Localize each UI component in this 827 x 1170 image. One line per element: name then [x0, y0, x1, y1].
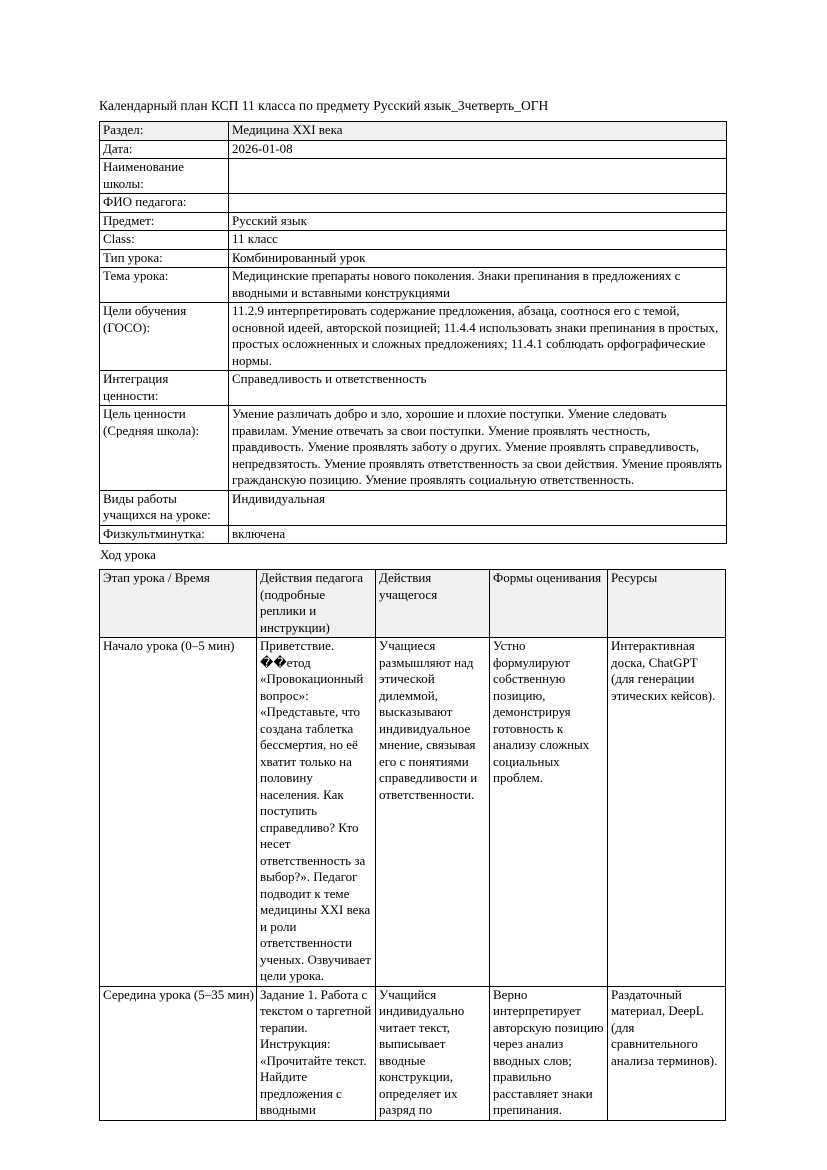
assessment-cell: Верно интерпретирует авторскую позицию через анализ вводных слов; правильно расставляет знаки препинания. [490, 986, 608, 1120]
info-value: Справедливость и ответственность [229, 371, 727, 406]
section-heading: Ход урока [100, 547, 156, 562]
stage-cell: Середина урока (5–35 мин) [100, 986, 257, 1120]
header-cell-teacher-actions: Действия педагога (подробные реплики и инструкции) [257, 570, 376, 638]
info-value [229, 194, 727, 213]
table-row [100, 406, 727, 491]
table-row [100, 638, 726, 987]
table-row [100, 525, 727, 544]
table-row [100, 194, 727, 213]
info-value: Медицина XXI века [229, 122, 727, 141]
table-row [100, 371, 727, 406]
header-cell-student-actions: Действия учащегося [376, 570, 490, 638]
info-value: Русский язык [229, 212, 727, 231]
info-value: Медицинские препараты нового поколения. Знаки препинания в предложениях с вводными и вставными конструкциями [229, 268, 727, 303]
info-value: 2026-01-08 [229, 140, 727, 159]
table-row [100, 303, 727, 371]
info-value: 11 класс [229, 231, 727, 250]
stage-cell: Начало урока (0–5 мин) [100, 638, 257, 987]
info-label: Цели обучения (ГОСО): [100, 303, 229, 371]
header-cell-resources: Ресурсы [608, 570, 726, 638]
table-row [100, 212, 727, 231]
assessment-cell: Устно формулируют собственную позицию, демонстрируя готовность к анализу сложных социальных проблем. [490, 638, 608, 987]
info-label: Виды работы учащихся на уроке: [100, 490, 229, 525]
table-row [100, 986, 726, 1120]
info-value: 11.2.9 интерпретировать содержание предложения, абзаца, соотнося его с темой, основной идеей, авторской позицией; 11.4.4 использовать знаки препинания в простых, простых осложненных и сложных предложениях; 11.4.1 соблюдать орфографические нормы. [229, 303, 727, 371]
lesson-info-table [99, 121, 727, 544]
info-label: Дата: [100, 140, 229, 159]
info-value: Умение различать добро и зло, хорошие и плохие поступки. Умение следовать правилам. Умение отвечать за свои поступки. Умение проявлять честность, правдивость. Умение проявлять заботу о других. Умение проявлять справедливость, непредвзятость. Умение проявлять ответственность за свои действия. Умение проявлять гражданскую позицию. Умение проявлять социальную ответственность. [229, 406, 727, 491]
info-label: Наименование школы: [100, 159, 229, 194]
info-label: Физкультминутка: [100, 525, 229, 544]
resources-cell: Интерактивная доска, ChatGPT (для генерации этических кейсов). [608, 638, 726, 987]
info-label: Предмет: [100, 212, 229, 231]
resources-cell: Раздаточный материал, DeepL (для сравнительного анализа терминов). [608, 986, 726, 1120]
teacher-actions-cell: Задание 1. Работа с текстом о таргетной терапии. Инструкция: «Прочитайте текст. Найдите предложения с вводными [257, 986, 376, 1120]
student-actions-cell: Учащийся индивидуально читает текст, выписывает вводные конструкции, определяет их разряд по [376, 986, 490, 1120]
table-row [100, 490, 727, 525]
info-label: ФИО педагога: [100, 194, 229, 213]
table-row [100, 159, 727, 194]
info-label: Тема урока: [100, 268, 229, 303]
table-row [100, 140, 727, 159]
info-label: Цель ценности (Средняя школа): [100, 406, 229, 491]
info-value: включена [229, 525, 727, 544]
teacher-actions-cell: Приветствие. ��етод «Провокационный вопрос»: «Представьте, что создана таблетка бессмертия, но её хватит только на половину населения. Как поступить справедливо? Кто несет ответственность за выбор?». Педагог подводит к теме медицины XXI века и роли ответственности ученых. Озвучивает цели урока. [257, 638, 376, 987]
info-label: Интеграция ценности: [100, 371, 229, 406]
info-label: Раздел: [100, 122, 229, 141]
info-label: Class: [100, 231, 229, 250]
info-value [229, 159, 727, 194]
table-row [100, 231, 727, 250]
header-row [100, 570, 726, 638]
document-title: Календарный план КСП 11 класса по предмету Русский язык_3четверть_ОГН [99, 98, 549, 113]
header-cell-stage: Этап урока / Время [100, 570, 257, 638]
info-value: Комбинированный урок [229, 249, 727, 268]
header-cell-assessment: Формы оценивания [490, 570, 608, 638]
table-row [100, 122, 727, 141]
document-page [99, 97, 726, 1121]
table-row [100, 268, 727, 303]
lesson-flow-table [99, 569, 726, 1121]
info-value: Индивидуальная [229, 490, 727, 525]
info-label: Тип урока: [100, 249, 229, 268]
student-actions-cell: Учащиеся размышляют над этической дилеммой, высказывают индивидуальное мнение, связывая его с понятиями справедливости и ответственности. [376, 638, 490, 987]
table-row [100, 249, 727, 268]
